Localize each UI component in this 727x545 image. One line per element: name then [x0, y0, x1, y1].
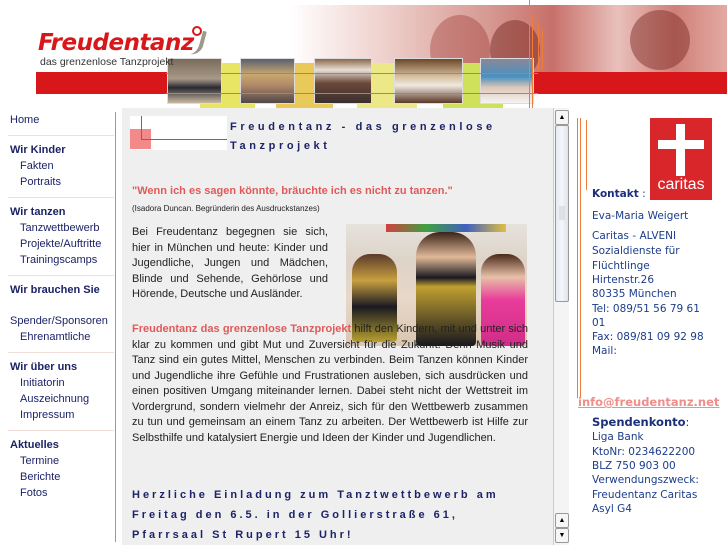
nav-home[interactable]: Home: [10, 114, 40, 126]
scroll-up-button[interactable]: ▲: [555, 110, 569, 125]
project-name-highlight: Freudentanz das grenzenlose Tanzprojekt: [132, 323, 352, 335]
scroll-up-button-bottom[interactable]: ▲: [555, 513, 569, 528]
nav-divider: [115, 112, 116, 542]
nav-separator: [8, 430, 114, 431]
scroll-thumb[interactable]: [555, 125, 569, 302]
caritas-wordmark: caritas: [657, 176, 705, 193]
header-red-band: [36, 72, 169, 94]
description-text: hilft den Kindern, mit und unter sich klar zu kommen und gibt Mut und Zuversicht für die Zukunft. Denn Musik und Tanz sind ein gutes Mittel, Menschen zu verbinden. Beim Tanzen können Kinder und Jugendliche ihre Gefühle und Frustrationen ausleben, sich ausdrücken und einen positiven Umgang miteinander lernen. Dabei steht nicht der Wettstreit im Vordergrund, sondern vielmehr der Anreiz, sich für den Wettbewerb zusammen zu tun und gemeinsam an einem Tanz zu arbeiten. Der Wettbewerb ist Hilfe zur Selbsthilfe und katalysiert Energie und Ideen der Kinder und Jugendlichen.: [132, 323, 528, 444]
nav-berichte[interactable]: Berichte: [20, 471, 61, 483]
nav-aktuelles[interactable]: Aktuelles: [10, 439, 59, 451]
nav-wir-tanzen[interactable]: Wir tanzen: [10, 206, 66, 218]
invitation-text: Herzliche Einladung zum Tanztwettbewerb am Freitag den 6.5. in der Gollierstraße 61, Pfarrsaal St Rupert 15 Uhr!: [132, 489, 499, 541]
contact-line: Caritas - ALVENI: [592, 230, 677, 242]
cross-icon-bar: [658, 140, 704, 149]
cross-icon: [676, 124, 685, 176]
grip-icon: [559, 206, 565, 220]
scroll-down-button[interactable]: ▼: [555, 528, 569, 543]
nav-separator: [8, 352, 114, 353]
header-red-band-right: [533, 72, 727, 94]
nav-separator: [8, 135, 114, 136]
left-nav: [0, 112, 115, 501]
account-line: Freudentanz Caritas: [592, 489, 698, 501]
account-line: BLZ 750 903 00: [592, 460, 676, 472]
contact-phone-cont: 01: [592, 317, 606, 329]
nav-impressum[interactable]: Impressum: [20, 409, 75, 421]
header-line: [166, 93, 538, 94]
site-logo[interactable]: [38, 30, 194, 56]
account-line: Verwendungszweck:: [592, 474, 699, 486]
contact-heading: [592, 187, 646, 202]
sidebar-vline: [586, 120, 587, 190]
main-scrollbar[interactable]: [553, 108, 569, 545]
nav-ehrenamtliche[interactable]: Ehrenamtliche: [20, 331, 91, 343]
quote: "Wenn ich es sagen könnte, bräuchte ich es nicht zu tanzen.": [132, 185, 453, 197]
contact-name: Eva-Maria Weigert: [592, 210, 689, 222]
nav-wir-kinder[interactable]: Wir Kinder: [10, 144, 66, 156]
nav-projekte-auftritte[interactable]: Projekte/Auftritte: [20, 238, 102, 250]
girl-dancing-photo: [394, 58, 463, 104]
account-line: Liga Bank: [592, 431, 644, 443]
title-decoration: [130, 116, 227, 150]
contact-sep: :: [638, 188, 646, 200]
man-turban-photo: [314, 58, 372, 104]
logo-dot-icon: [192, 26, 202, 36]
sidebar-vline: [580, 118, 581, 398]
account-line: Asyl G4: [592, 503, 632, 515]
sidebar-vline: [577, 118, 578, 398]
intro-paragraph: Bei Freudentanz begegnen sie sich, hier in München und heute: Kinder und Jugendliche, Jungen und Mädchen, Blinde und Sehende, Gehörlose und Hörende, Deutsche und Ausländer.: [132, 226, 328, 300]
header-vline: [532, 14, 533, 108]
header-vline: [538, 22, 539, 72]
account-line: KtoNr: 0234622200: [592, 446, 696, 458]
logo-tagline: das grenzenlose Tanzprojekt: [40, 56, 174, 68]
header-vline: [529, 0, 530, 108]
site-header: [0, 0, 727, 108]
contact-phone: Tel: 089/51 56 79 61: [592, 303, 700, 315]
email-link[interactable]: info@freudentanz.net: [578, 395, 720, 409]
girl-cap-photo: [480, 58, 534, 104]
header-vline: [542, 30, 543, 70]
nav-termine[interactable]: Termine: [20, 455, 60, 467]
nav-trainingscamps[interactable]: Trainingscamps: [20, 254, 98, 266]
page-title: Freudentanz - das grenzenlose Tanzprojekt: [230, 121, 496, 152]
nav-wir-ueber-uns[interactable]: Wir über uns: [10, 361, 78, 373]
nav-tanzwettbewerb[interactable]: Tanzwettbewerb: [20, 222, 100, 234]
contact-fax: Fax: 089/81 09 92 98: [592, 331, 704, 343]
account-label: Spendenkonto: [592, 415, 686, 429]
contact-mail-label: Mail:: [592, 345, 617, 357]
quote-source: (Isadora Duncan. Begründerin des Ausdruckstanzes): [132, 204, 320, 213]
nav-separator: [8, 197, 114, 198]
contact-line: Hirtenstr.26: [592, 274, 655, 286]
nav-auszeichnung[interactable]: Auszeichnung: [20, 393, 90, 405]
nav-separator: [8, 275, 114, 276]
description-paragraph: [132, 322, 528, 446]
account-sep: :: [685, 415, 690, 429]
main-content-frame: [122, 108, 553, 545]
nav-initiatorin[interactable]: Initiatorin: [20, 377, 65, 389]
nav-portraits[interactable]: Portraits: [20, 176, 61, 188]
contact-line: 80335 München: [592, 288, 677, 300]
nav-wir-brauchen-sie[interactable]: Wir brauchen Sie: [10, 284, 100, 296]
contact-line: Flüchtlinge: [592, 260, 650, 272]
nav-spender-sponsoren[interactable]: Spender/Sponsoren: [10, 315, 108, 327]
nav-fakten[interactable]: Fakten: [20, 160, 54, 172]
contact-label: Kontakt: [592, 188, 639, 200]
breakdancer-photo: [167, 58, 222, 104]
account-heading: [592, 415, 689, 430]
caritas-logo[interactable]: [650, 118, 712, 200]
header-line: [166, 73, 538, 74]
contact-line: Sozialdienste für: [592, 245, 680, 257]
nav-fotos[interactable]: Fotos: [20, 487, 48, 499]
logo-text: Freudentanz: [38, 30, 194, 56]
nav-spacer: [0, 298, 115, 313]
girl-hat-photo: [240, 58, 295, 104]
